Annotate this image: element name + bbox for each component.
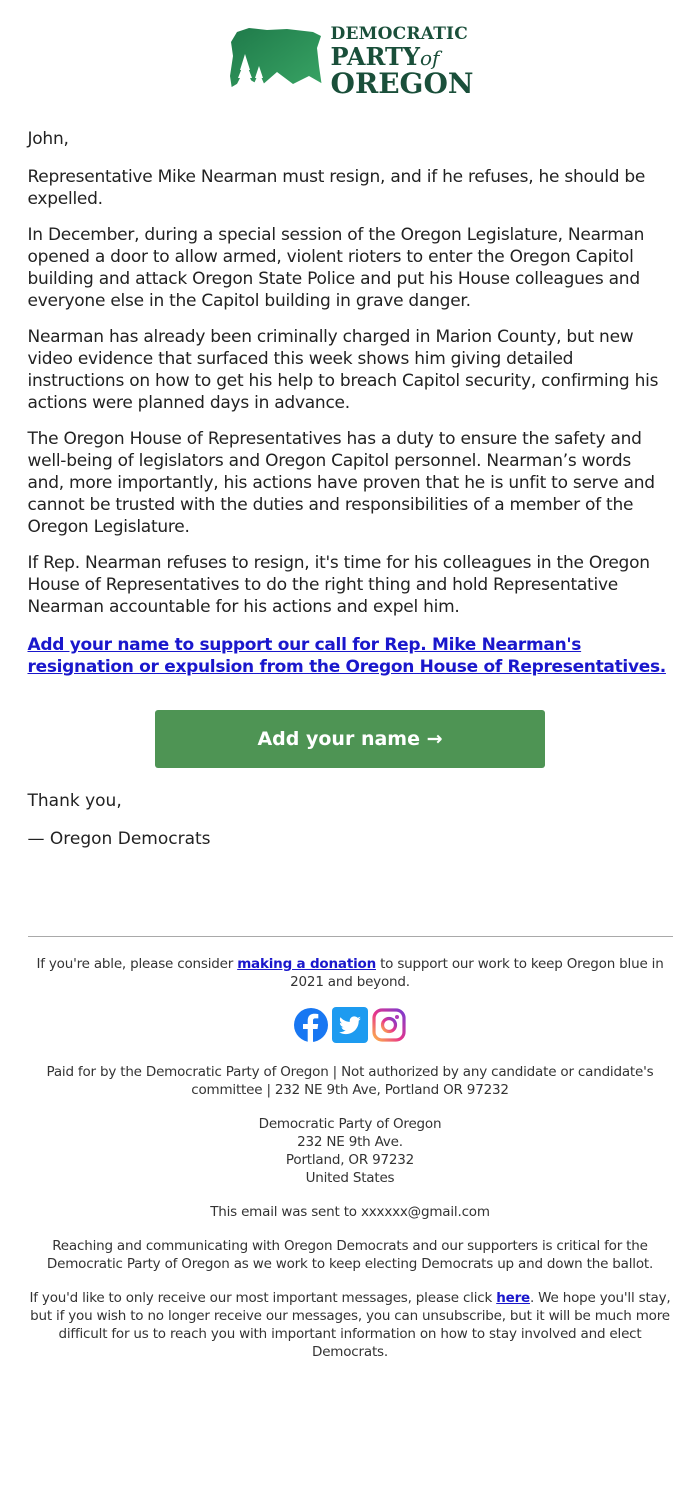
- address-city: Portland, OR 97232: [285, 1152, 415, 1168]
- email-container: [28, 0, 673, 1361]
- signature: — Oregon Democrats: [27, 829, 211, 849]
- greeting: John,: [27, 129, 69, 149]
- add-your-name-button[interactable]: Add your name →: [155, 710, 545, 768]
- donation-link[interactable]: making a donation: [237, 956, 376, 972]
- footer-divider: [28, 936, 673, 937]
- facebook-icon[interactable]: [293, 1007, 329, 1043]
- twitter-icon[interactable]: [332, 1007, 368, 1043]
- donation-note-end: to support our work to keep Oregon blue in 2021 and beyond.: [290, 956, 664, 990]
- logo-party-word: PARTY: [330, 42, 420, 71]
- reaching-text: Reaching and communicating with Oregon Democrats and our supporters is critical for the Democratic Party of Oregon as we work to keep electing Democrats up and down the ballot.: [46, 1238, 654, 1272]
- logo-wordmark: [331, 26, 474, 98]
- preferences-text: [28, 1289, 673, 1361]
- paragraph-resign: Representative Mike Nearman must resign, and if he refuses, he should be expelled.: [27, 167, 646, 209]
- paragraph-charged: Nearman has already been criminally charged in Marion County, but new video evidence that surfaced this week shows him giving detailed instructions on how to get his help to breach Capitol security, confirming his actions were planned days in advance.: [27, 327, 659, 413]
- add-name-link[interactable]: Add your name to support our call for Rep. Mike Nearman's resignation or expulsion from the Oregon House of Representatives.: [27, 635, 666, 677]
- social-links: [28, 1007, 673, 1043]
- logo-line-democratic: DEMOCRATIC: [330, 24, 468, 44]
- instagram-icon[interactable]: [371, 1007, 407, 1043]
- logo-line-oregon: OREGON: [330, 67, 474, 100]
- preferences-link[interactable]: here: [496, 1290, 530, 1306]
- address-country: United States: [305, 1170, 395, 1186]
- preferences-text-end: . We hope you'll stay, but if you wish to no longer receive our messages, you can unsubscribe, but it will be much more difficult for us to reach you with important information on how to stay involved and elect Democrats.: [30, 1290, 671, 1360]
- oregon-state-logo-icon: [227, 26, 325, 98]
- paragraph-december: In December, during a special session of the Oregon Legislature, Nearman opened a door to allow armed, violent rioters to enter the Oregon Capitol building and attack Oregon State Police and put his House colleagues and everyone else in the Capitol building in grave danger.: [27, 225, 645, 311]
- footer: [28, 955, 673, 1361]
- preferences-text-start: If you'd like to only receive our most important messages, please click: [29, 1290, 497, 1306]
- party-logo[interactable]: [28, 26, 673, 98]
- paid-for-disclaimer: Paid for by the Democratic Party of Oregon | Not authorized by any candidate or candidate's committee | 232 NE 9th Ave, Portland OR 97232: [46, 1064, 654, 1098]
- logo-of-word: of: [419, 46, 440, 70]
- sent-to-text: This email was sent to xxxxxx@gmail.com: [210, 1204, 490, 1220]
- donation-note: [28, 955, 673, 991]
- thank-you-text: Thank you,: [27, 791, 122, 811]
- paragraph-duty: The Oregon House of Representatives has a duty to ensure the safety and well-being of legislators and Oregon Capitol personnel. Nearman’s words and, more importantly, his actions have proven that he is unfit to serve and cannot be trusted with the duties and responsibilities of a member of the Oregon Legislature.: [27, 429, 655, 537]
- donation-note-start: If you're able, please consider: [36, 956, 238, 972]
- address-street: 232 NE 9th Ave.: [297, 1134, 403, 1150]
- address-name: Democratic Party of Oregon: [258, 1116, 442, 1132]
- paragraph-expel: If Rep. Nearman refuses to resign, it's time for his colleagues in the Oregon House of Representatives to do the right thing and hold Representative Nearman accountable for his actions and expel him.: [27, 553, 650, 617]
- logo-line-party: [330, 42, 474, 71]
- mailing-address: [28, 1115, 673, 1187]
